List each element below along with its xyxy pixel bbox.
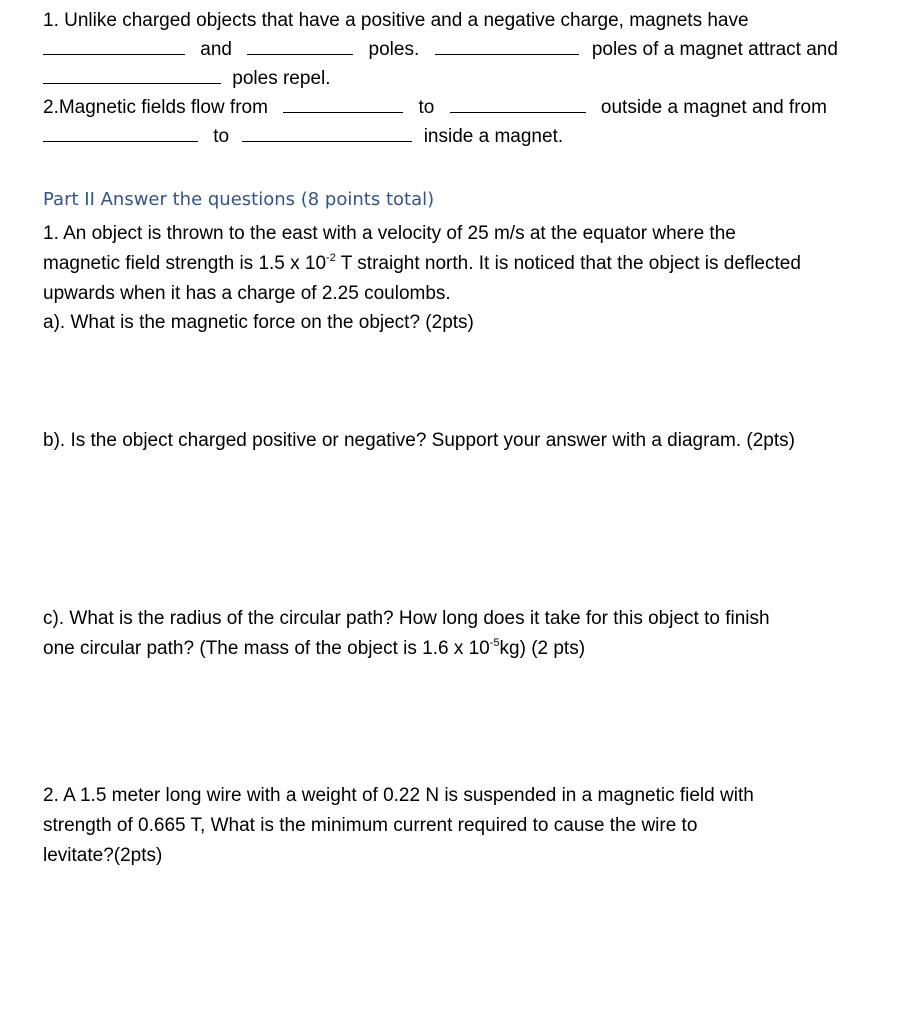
p2-q2-line2: strength of 0.665 T, What is the minimum current required to cause the wire to	[43, 815, 698, 836]
question-c-line1: c). What is the radius of the circular path? How long does it take for this object to finish	[43, 608, 770, 629]
text: T straight north. It is noticed that the object is deflected	[335, 253, 801, 274]
answer-blank[interactable]	[242, 127, 412, 142]
to-text: to	[418, 97, 435, 118]
answer-blank[interactable]	[247, 40, 353, 55]
q1-line1: 1. Unlike charged objects that have a positive and a negative charge, magnets have	[43, 10, 749, 31]
text: kg) (2 pts)	[499, 638, 586, 659]
question-a: a). What is the magnetic force on the object? (2pts)	[43, 312, 474, 333]
q1-line3	[43, 69, 331, 88]
repel-text: poles repel.	[232, 68, 331, 89]
answer-blank[interactable]	[43, 40, 185, 55]
text: one circular path? (The mass of the object is 1.6 x 10	[43, 638, 490, 659]
answer-blank[interactable]	[435, 40, 579, 55]
exponent: -5	[489, 637, 500, 649]
answer-blank[interactable]	[43, 69, 221, 84]
q1-line2	[43, 40, 838, 59]
question-c-line2	[43, 639, 585, 658]
answer-blank[interactable]	[450, 98, 586, 113]
text: magnetic field strength is 1.5 x 10	[43, 253, 327, 274]
answer-blank[interactable]	[43, 127, 198, 142]
p2-q2-line3: levitate?(2pts)	[43, 845, 163, 866]
q2-line2	[43, 127, 563, 146]
p2-q1-line2	[43, 254, 801, 273]
p2-q1-line3: upwards when it has a charge of 2.25 coulombs.	[43, 283, 451, 304]
to-text: to	[213, 126, 230, 147]
answer-blank[interactable]	[283, 98, 403, 113]
outside-text: outside a magnet and from	[600, 97, 827, 118]
q2-line1	[43, 98, 827, 117]
inside-text: inside a magnet.	[423, 126, 564, 147]
question-b: b). Is the object charged positive or negative? Support your answer with a diagram. (2pts)	[43, 430, 795, 451]
poles-text: poles.	[368, 39, 420, 60]
part2-heading: Part II Answer the questions (8 points total)	[43, 189, 435, 210]
exponent: -2	[326, 252, 336, 264]
p2-q1-line1: 1. An object is thrown to the east with a velocity of 25 m/s at the equator where the	[43, 223, 736, 244]
q2-prefix: 2.Magnetic fields flow from	[43, 97, 268, 118]
p2-q2-line1: 2. A 1.5 meter long wire with a weight of 0.22 N is suspended in a magnetic field with	[43, 785, 754, 806]
and-text: and	[200, 39, 232, 60]
attract-text: poles of a magnet attract and	[591, 39, 838, 60]
